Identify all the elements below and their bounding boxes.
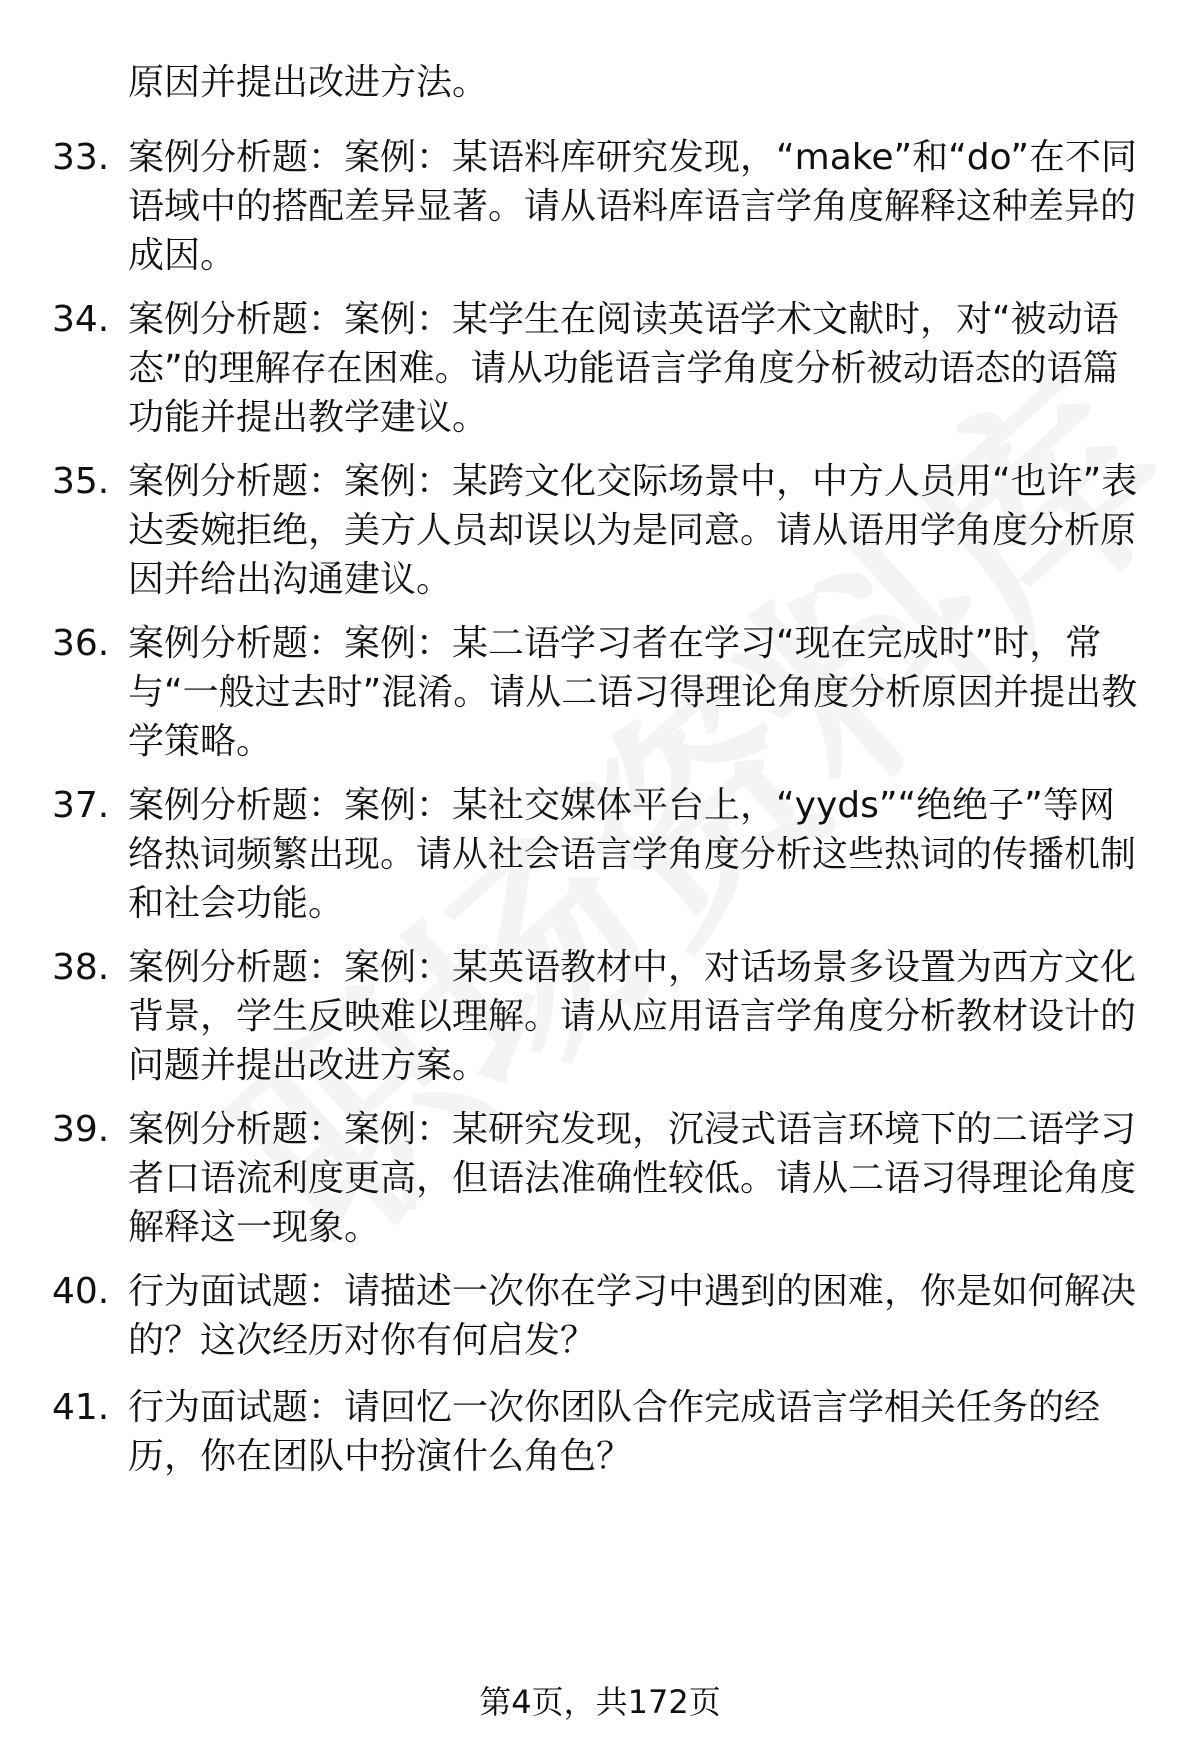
question-item (52, 1383, 1142, 1481)
question-number: 33. (52, 137, 110, 178)
question-text: 案例分析题：案例：某研究发现，沉浸式语言环境下的二语学习者口语流利度更高，但语法准确性较低。请从二语习得理论角度解释这一现象。 (128, 1109, 1137, 1248)
question-text: 案例分析题：案例：某英语教材中，对话场景多设置为西方文化背景，学生反映难以理解。请从应用语言学角度分析教材设计的问题并提出改进方案。 (128, 947, 1137, 1086)
question-number: 40. (52, 1271, 110, 1312)
question-item (52, 457, 1142, 604)
question-text: 案例分析题：案例：某跨文化交际场景中，中方人员用“也许”表达委婉拒绝，美方人员却误以为是同意。请从语用学角度分析原因并给出沟通建议。 (128, 461, 1138, 600)
question-text: 行为面试题：请描述一次你在学习中遇到的困难，你是如何解决的？这次经历对你有何启发？ (128, 1271, 1137, 1361)
question-text: 行为面试题：请回忆一次你团队合作完成语言学相关任务的经历，你在团队中扮演什么角色？ (128, 1387, 1101, 1477)
question-item (52, 781, 1142, 928)
question-item (52, 1105, 1142, 1252)
question-number: 36. (52, 623, 110, 664)
question-number: 34. (52, 299, 110, 340)
question-item (52, 1267, 1142, 1365)
question-number: 39. (52, 1109, 110, 1150)
question-item (52, 133, 1142, 280)
question-text: 案例分析题：案例：某二语学习者在学习“现在完成时”时，常与“一般过去时”混淆。请从二语习得理论角度分析原因并提出教学策略。 (128, 623, 1138, 762)
question-number: 38. (52, 947, 110, 988)
question-number: 41. (52, 1387, 110, 1428)
question-text: 案例分析题：案例：某语料库研究发现，“make”和“do”在不同语域中的搭配差异显著。请从语料库语言学角度解释这种差异的成因。 (128, 137, 1138, 276)
question-number: 35. (52, 461, 110, 502)
question-text: 案例分析题：案例：某社交媒体平台上，“yyds”“绝绝子”等网络热词频繁出现。请从社会语言学角度分析这些热词的传播机制和社会功能。 (128, 785, 1137, 924)
page-footer: 第4页，共172页 (479, 1683, 721, 1721)
question-item (52, 943, 1142, 1090)
question-item (52, 295, 1142, 442)
question-item (52, 619, 1142, 766)
question-number: 37. (52, 785, 110, 826)
continuation-text: 原因并提出改进方法。 (128, 62, 489, 103)
question-text: 案例分析题：案例：某学生在阅读英语学术文献时，对“被动语态”的理解存在困难。请从功能语言学角度分析被动语态的语篇功能并提出教学建议。 (128, 299, 1119, 438)
